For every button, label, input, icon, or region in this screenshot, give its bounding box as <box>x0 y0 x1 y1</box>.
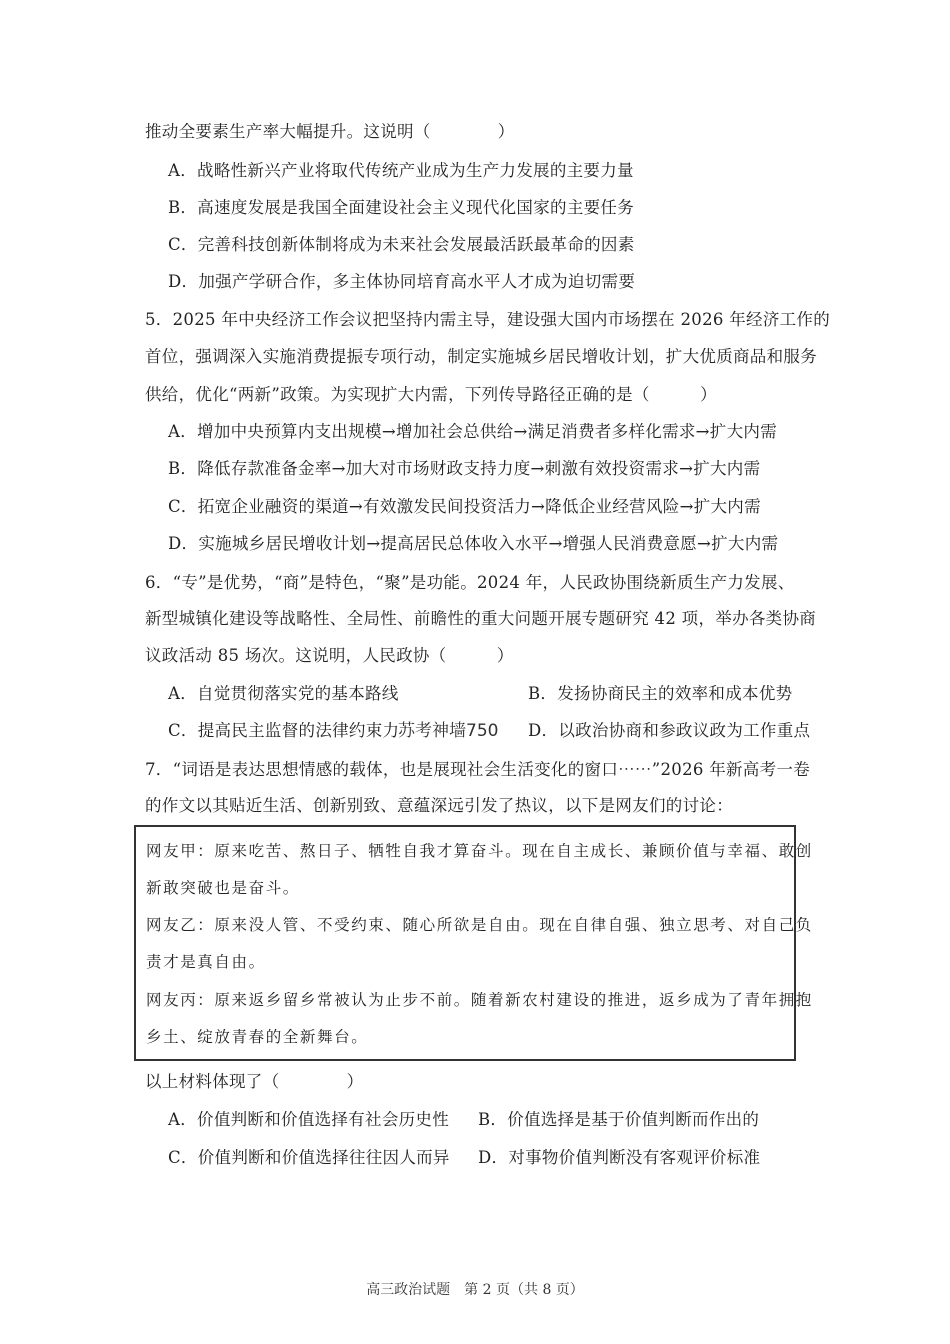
q6-stem-line-2: 新型城镇化建设等战略性、全局性、前瞻性的重大问题开展专题研究 42 项，举办各类协商 <box>145 609 817 628</box>
q7-stem-line-2: 的作文以其贴近生活、创新别致、意蕴深远引发了热议，以下是网友们的讨论： <box>145 796 733 815</box>
q4-option-c: C．完善科技创新体制将成为未来社会发展最活跃最革命的因素 <box>168 235 635 254</box>
watermark-text: 苏考神墙750 <box>398 721 499 741</box>
q5-option-a: A．增加中央预算内支出规模→增加社会总供给→满足消费者多样化需求→扩大内需 <box>168 422 777 441</box>
material-line-3: 网友乙：原来没人管、不受约束、随心所欲是自由。现在自律自强、独立思考、对自己负 <box>146 916 813 934</box>
material-line-4: 责才是真自由。 <box>146 953 266 971</box>
q5-stem-line-3: 供给，优化“两新”政策。为实现扩大内需，下列传导路径正确的是（ ） <box>145 385 717 404</box>
q5-option-c: C．拓宽企业融资的渠道→有效激发民间投资活力→降低企业经营风险→扩大内需 <box>168 497 761 516</box>
q7-stem-line-1: 7．“词语是表达思想情感的载体，也是展现社会生活变化的窗口⋯⋯”2026 年新高考一卷 <box>145 760 811 779</box>
q5-stem-line-1: 5．2025 年中央经济工作会议把坚持内需主导，建设强大国内市场摆在 2026 年经济工作的 <box>145 310 831 329</box>
material-line-1: 网友甲：原来吃苦、熬日子、牺牲自我才算奋斗。现在自主成长、兼顾价值与幸福、敢创 <box>146 842 813 860</box>
q6-option-b: B．发扬协商民主的效率和成本优势 <box>528 684 793 703</box>
q7-option-a: A．价值判断和价值选择有社会历史性 <box>168 1110 450 1129</box>
q4-option-b: B．高速度发展是我国全面建设社会主义现代化国家的主要任务 <box>168 198 635 217</box>
q7-option-b: B．价值选择是基于价值判断而作出的 <box>478 1110 760 1129</box>
q6-stem-line-1: 6．“专”是优势，“商”是特色，“聚”是功能。2024 年，人民政协围绕新质生产力发展、 <box>145 573 795 592</box>
q7-option-d: D．对事物价值判断没有客观评价标准 <box>478 1148 761 1167</box>
q6-stem-line-3: 议政活动 85 场次。这说明，人民政协（ ） <box>145 646 514 665</box>
q5-option-b: B．降低存款准备金率→加大对市场财政支持力度→刺激有效投资需求→扩大内需 <box>168 459 761 478</box>
q6-option-a: A．自觉贯彻落实党的基本路线 <box>168 684 399 703</box>
q7-option-c: C．价值判断和价值选择往往因人而异 <box>168 1148 450 1167</box>
material-line-5: 网友丙：原来返乡留乡常被认为止步不前。随着新农村建设的推进，返乡成为了青年拥抱 <box>146 991 813 1009</box>
q4-stem-tail: 推动全要素生产率大幅提升。这说明（ ） <box>145 122 515 141</box>
q5-stem-line-2: 首位，强调深入实施消费提振专项行动，制定实施城乡居民增收计划，扩大优质商品和服务 <box>145 347 817 366</box>
page-footer: 高三政治试题 第 2 页（共 8 页） <box>366 1282 584 1298</box>
material-line-2: 新敢突破也是奋斗。 <box>146 879 300 897</box>
q4-option-d: D．加强产学研合作，多主体协同培育高水平人才成为迫切需要 <box>168 272 636 291</box>
q6-option-d: D．以政治协商和参政议政为工作重点 <box>528 721 811 740</box>
q7-after: 以上材料体现了（ ） <box>145 1072 364 1091</box>
q6-option-c: C．提高民主监督的法律约束力 <box>168 721 400 740</box>
q5-option-d: D．实施城乡居民增收计划→提高居民总体收入水平→增强人民消费意愿→扩大内需 <box>168 534 779 553</box>
q4-option-a: A．战略性新兴产业将取代传统产业成为生产力发展的主要力量 <box>168 161 634 180</box>
material-line-6: 乡土、绽放青春的全新舞台。 <box>146 1028 369 1046</box>
